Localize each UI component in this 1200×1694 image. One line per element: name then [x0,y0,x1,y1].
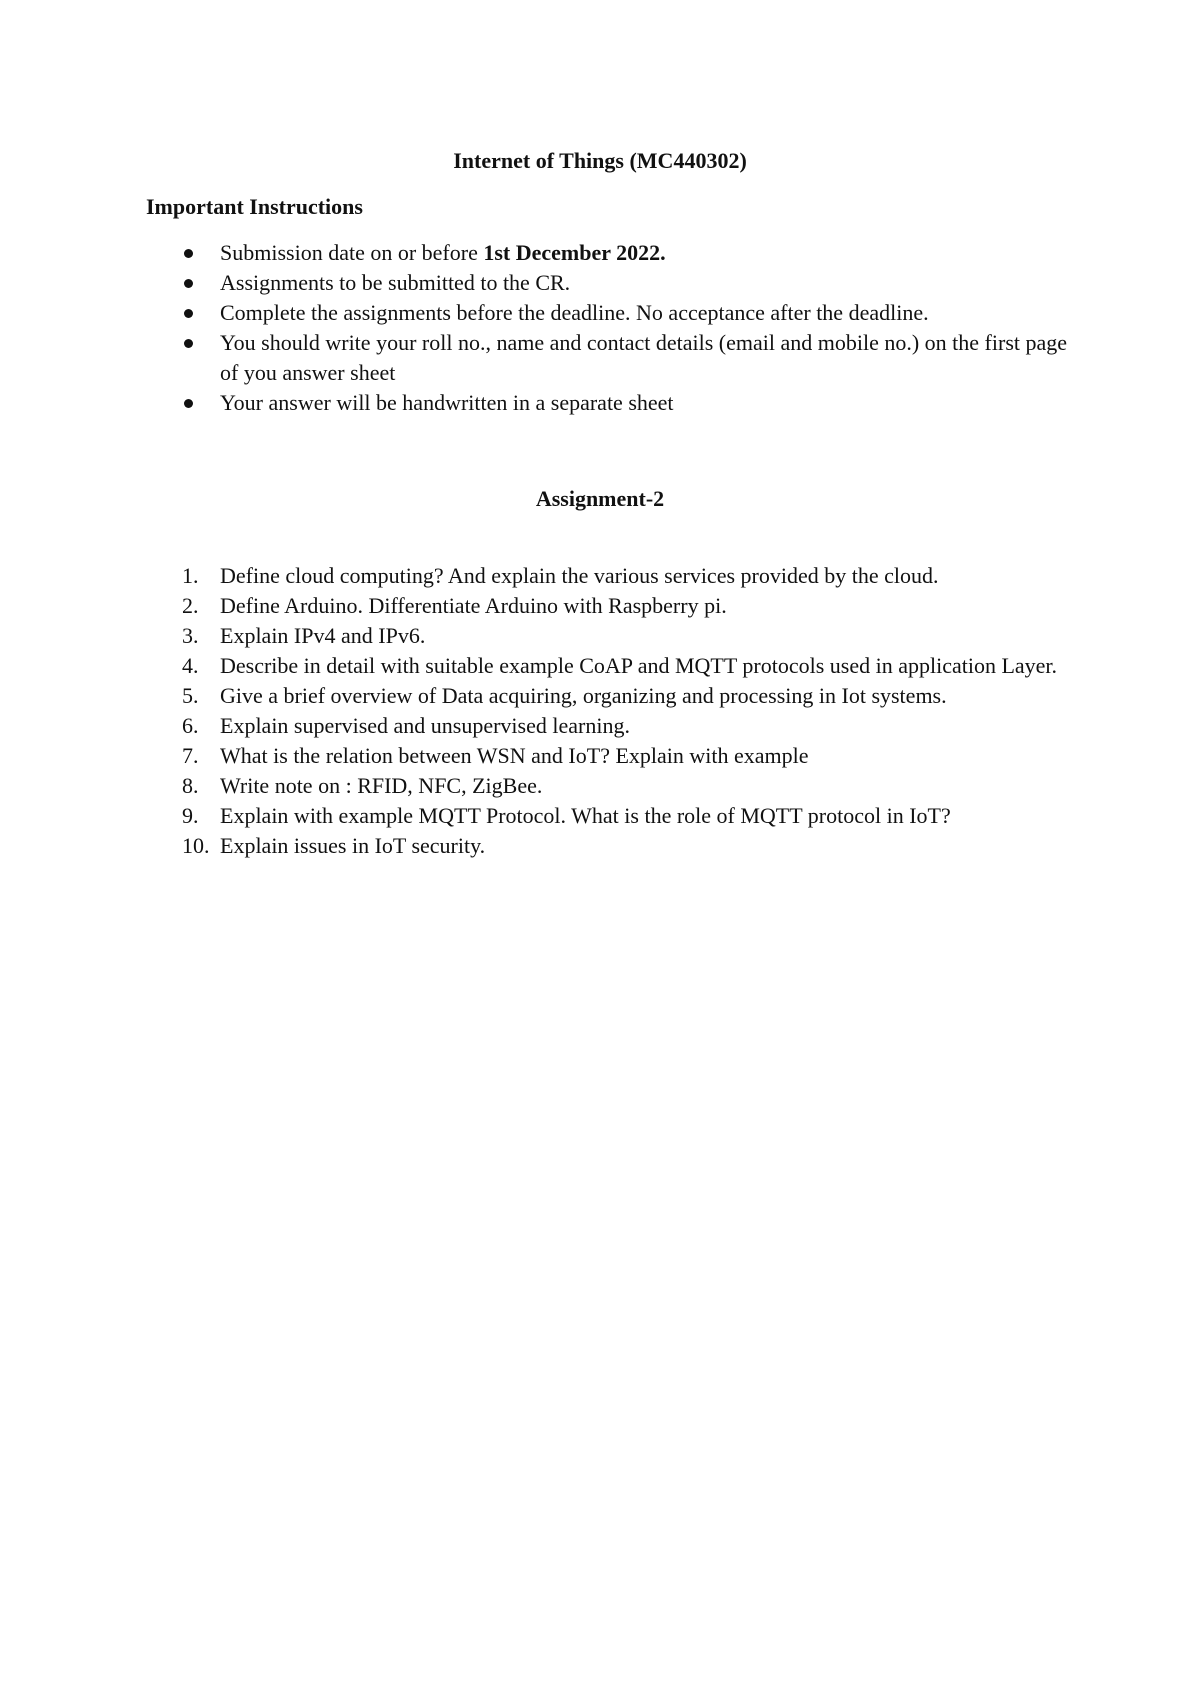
question-text: Describe in detail with suitable example CoAP and MQTT protocols used in application Layer. [220,653,1058,678]
question-text: Define cloud computing? And explain the various services provided by the cloud. [220,563,939,588]
instruction-item [180,238,1080,268]
bullet-icon [184,339,193,348]
question-item [180,561,1080,591]
question-item [180,651,1080,681]
question-item [180,711,1080,741]
question-number: 2. [182,593,199,618]
question-text: Give a brief overview of Data acquiring, organizing and processing in Iot systems. [220,683,947,708]
instruction-text: Complete the assignments before the deadline. No acceptance after the deadline. [220,300,929,325]
questions-list [180,561,1080,861]
document-title: Internet of Things (MC440302) [453,148,747,173]
instruction-item [180,328,1080,388]
question-item [180,621,1080,651]
question-number: 1. [182,563,199,588]
bullet-icon [184,279,193,288]
submission-date: 1st December 2022. [483,240,666,265]
question-number: 9. [182,803,199,828]
question-item [180,771,1080,801]
bullet-icon [184,249,193,258]
question-number: 8. [182,773,199,798]
question-item [180,741,1080,771]
question-text: Explain issues in IoT security. [220,833,486,858]
bullet-icon [184,309,193,318]
question-number: 3. [182,623,199,648]
instruction-text: Your answer will be handwritten in a separate sheet [220,390,674,415]
instruction-item [180,388,1080,418]
instructions-list [180,238,1080,418]
question-item [180,801,1080,831]
instruction-text: Submission date on or before [220,240,484,265]
question-number: 10. [182,833,210,858]
question-number: 5. [182,683,199,708]
question-number: 6. [182,713,199,738]
question-text: Explain with example MQTT Protocol. What is the role of MQTT protocol in IoT? [220,803,951,828]
question-item [180,591,1080,621]
instruction-text: Assignments to be submitted to the CR. [220,270,571,295]
question-text: Explain supervised and unsupervised learning. [220,713,630,738]
question-text: Write note on : RFID, NFC, ZigBee. [220,773,543,798]
instruction-item [180,298,1080,328]
instruction-item [180,268,1080,298]
question-number: 4. [182,653,199,678]
assignment-heading: Assignment-2 [535,486,665,511]
question-text: Define Arduino. Differentiate Arduino with Raspberry pi. [220,593,727,618]
instruction-text: You should write your roll no., name and contact details (email and mobile no.) on the first page of you answer sheet [220,330,1068,385]
question-item [180,681,1080,711]
bullet-icon [184,399,193,408]
question-number: 7. [182,743,199,768]
instructions-heading: Important Instructions [146,194,363,219]
question-item [180,831,1080,861]
question-text: Explain IPv4 and IPv6. [220,623,426,648]
question-text: What is the relation between WSN and IoT? Explain with example [220,743,809,768]
